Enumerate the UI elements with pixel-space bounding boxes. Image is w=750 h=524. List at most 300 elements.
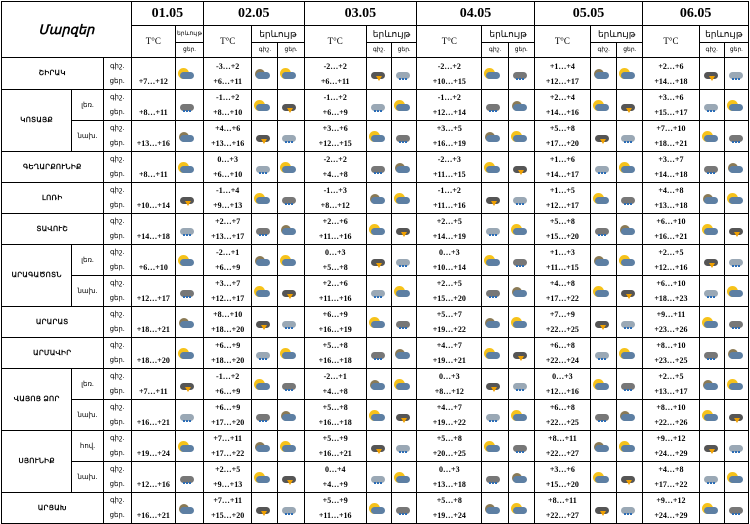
temperature-cell xyxy=(131,462,175,493)
night-temp: -3…+2 xyxy=(216,61,240,71)
phenomenon-cell xyxy=(392,307,417,338)
region-row xyxy=(2,58,749,90)
phenomenon-cell xyxy=(366,462,391,493)
region-row xyxy=(2,152,749,183)
temperature-cell xyxy=(534,400,590,431)
night-temp xyxy=(132,59,175,74)
phenomenon-cell xyxy=(175,121,203,152)
day-temp: +10…+14 xyxy=(136,201,170,210)
period-label xyxy=(103,431,131,462)
night-temp: +8…+10 xyxy=(656,403,686,412)
partly-cloudy-icon xyxy=(176,253,203,268)
temperature-cell xyxy=(417,90,482,121)
phenomenon-cell xyxy=(591,58,617,90)
day-temp: +14…+18 xyxy=(654,170,688,179)
temperature-cell xyxy=(131,183,175,214)
rain-icon xyxy=(278,377,303,392)
temperature-cell xyxy=(304,307,366,338)
region-row xyxy=(2,400,749,431)
temperature-cell xyxy=(417,245,482,276)
night-temp: +3…+7 xyxy=(215,279,241,288)
phen-col-header: երևույթ xyxy=(482,26,534,43)
date-header: 06.05 xyxy=(643,2,749,26)
temperature-cell xyxy=(131,400,175,431)
phenomenon-cell xyxy=(508,493,534,524)
night-cloudy-icon xyxy=(252,439,277,454)
night-temp: +9…+12 xyxy=(656,434,686,443)
day-temp: +6…+10 xyxy=(138,263,168,272)
partly-cloudy-icon xyxy=(725,470,748,485)
phenomenon-cell xyxy=(278,152,304,183)
phenomenon-cell xyxy=(366,307,391,338)
temperature-cell xyxy=(304,493,366,524)
day-temp: +15…+20 xyxy=(211,511,245,520)
temperature-cell xyxy=(304,462,366,493)
night-temp xyxy=(132,121,175,136)
temp-col-header: T°C xyxy=(131,26,175,58)
period-label xyxy=(103,338,131,369)
night-temp: +4…+8 xyxy=(549,279,575,288)
night-temp: +8…+11 xyxy=(548,434,577,443)
phenomenon-cell xyxy=(366,400,391,431)
phenomenon-cell xyxy=(252,369,278,400)
rain-icon xyxy=(591,222,616,237)
night-temp: +8…+10 xyxy=(213,310,243,319)
phenomenon-cell xyxy=(482,431,508,462)
rain-icon xyxy=(617,377,642,392)
night-cloudy-icon xyxy=(392,346,416,361)
phenomenon-cell xyxy=(724,121,748,152)
night-temp xyxy=(132,90,175,105)
phenomenon-cell xyxy=(278,183,304,214)
night-cloudy-icon xyxy=(482,129,507,144)
phenomenon-cell xyxy=(366,276,391,307)
phenomenon-cell xyxy=(278,121,304,152)
day-temp: +8…+11 xyxy=(138,170,168,179)
zone-label: նախ. xyxy=(72,276,103,307)
partly-cloudy-icon xyxy=(278,66,303,81)
temperature-cell xyxy=(204,121,252,152)
partly-cloudy-icon xyxy=(482,439,507,454)
phenomenon-cell xyxy=(508,183,534,214)
zone-label: նախ. xyxy=(72,121,103,152)
night-temp: +3…+5 xyxy=(436,124,462,133)
region-name: ԳԵՂԱՐՔՈՒՆԻՔ xyxy=(2,152,104,183)
phenomenon-cell xyxy=(278,58,304,90)
thunderstorm-icon xyxy=(482,377,507,392)
phenomenon-cell xyxy=(724,462,748,493)
phenomenon-cell xyxy=(366,338,391,369)
rain-icon xyxy=(725,501,748,516)
period-label xyxy=(103,183,131,214)
night-temp: +6…+9 xyxy=(322,310,348,319)
phenomenon-cell xyxy=(508,214,534,245)
phenomenon-cell xyxy=(508,431,534,462)
night-temp: -1…+2 xyxy=(437,186,461,195)
night-temp: 0…+3 xyxy=(217,155,238,164)
night-temp xyxy=(132,214,175,229)
phenomenon-cell xyxy=(482,462,508,493)
phenomenon-cell xyxy=(724,152,748,183)
night-temp: +1…+4 xyxy=(549,61,575,71)
day-temp: +8…+11 xyxy=(138,108,168,117)
partly-cloudy-icon xyxy=(725,191,748,206)
night-temp: +9…+12 xyxy=(656,496,686,505)
phenomenon-cell xyxy=(724,400,748,431)
day-temp: +22…+27 xyxy=(545,511,579,520)
day-temp: +13…+18 xyxy=(432,480,466,489)
night-temp: +8…+10 xyxy=(656,341,686,350)
day-temp: +17…+22 xyxy=(545,294,579,303)
phenomenon-cell xyxy=(252,307,278,338)
phenomenon-cell xyxy=(482,369,508,400)
partly-cloudy-icon xyxy=(509,315,534,330)
phenomenon-cell xyxy=(252,493,278,524)
temperature-cell xyxy=(417,369,482,400)
temperature-cell xyxy=(534,58,590,90)
phenomenon-cell xyxy=(724,307,748,338)
day-temp: +7…+12 xyxy=(138,76,168,86)
partly-cloudy-icon xyxy=(482,346,507,361)
temperature-cell xyxy=(204,245,252,276)
region-row xyxy=(2,462,749,493)
night-col-header: գիշ. xyxy=(366,43,391,58)
day-temp: +11…+15 xyxy=(546,263,579,272)
temperature-cell xyxy=(304,369,366,400)
night-label: գիշ. xyxy=(109,341,125,349)
day-temp: +17…+22 xyxy=(211,449,245,458)
phenomenon-cell xyxy=(252,152,278,183)
cloudy-icon xyxy=(617,129,642,144)
night-temp xyxy=(132,338,175,353)
phenomenon-cell xyxy=(278,214,304,245)
night-temp xyxy=(132,369,175,384)
temperature-cell xyxy=(417,338,482,369)
temperature-cell xyxy=(304,338,366,369)
phenomenon-cell xyxy=(175,493,203,524)
temperature-cell xyxy=(643,400,699,431)
day-label: ցեր. xyxy=(109,325,125,333)
day-temp: +24…+29 xyxy=(654,449,688,458)
phenomenon-cell xyxy=(482,400,508,431)
day-temp: +6…+9 xyxy=(322,108,348,117)
phenomenon-cell xyxy=(392,276,417,307)
day-temp: +12…+16 xyxy=(136,480,170,489)
region-name: ՎԱՅՈՑ ՁՈՐ xyxy=(2,369,72,431)
phenomenon-cell xyxy=(591,214,617,245)
night-temp: +5…+8 xyxy=(436,434,462,443)
night-temp: +2…+6 xyxy=(322,279,348,288)
thunderstorm-icon xyxy=(252,501,277,516)
day-temp: +19…+22 xyxy=(432,325,466,334)
temperature-cell xyxy=(643,58,699,90)
thunderstorm-icon xyxy=(252,129,277,144)
rain-icon xyxy=(482,470,507,485)
phenomenon-cell xyxy=(508,90,534,121)
day-temp: +20…+25 xyxy=(432,449,466,458)
day-temp: +24…+29 xyxy=(654,511,688,520)
temperature-cell xyxy=(534,245,590,276)
day-label: ցեր. xyxy=(109,480,125,488)
partly-cloudy-icon xyxy=(509,222,534,237)
temperature-cell xyxy=(534,462,590,493)
phenomenon-cell xyxy=(482,58,508,90)
phenomenon-cell xyxy=(591,431,617,462)
day-col-header: ցեր. xyxy=(175,43,203,58)
period-label xyxy=(103,58,131,90)
cloudy-icon xyxy=(367,98,391,113)
temperature-cell xyxy=(643,493,699,524)
phenomenon-cell xyxy=(617,369,643,400)
night-col-header: գիշ. xyxy=(482,43,508,58)
night-label: գիշ. xyxy=(109,279,125,287)
temp-col-header: T°C xyxy=(304,26,366,58)
phenomenon-cell xyxy=(482,276,508,307)
day-temp: +17…+20 xyxy=(211,418,245,427)
temperature-cell xyxy=(204,183,252,214)
region-row xyxy=(2,276,749,307)
night-temp: +5…+9 xyxy=(322,496,348,505)
temperature-cell xyxy=(534,493,590,524)
temperature-cell xyxy=(643,338,699,369)
day-label: ցեր. xyxy=(109,170,125,178)
phenomenon-cell xyxy=(392,400,417,431)
zone-label: նախ. xyxy=(72,400,103,431)
cloudy-icon xyxy=(278,129,303,144)
rain-icon xyxy=(700,346,724,361)
period-label xyxy=(103,307,131,338)
day-temp: +9…+13 xyxy=(213,201,243,210)
partly-cloudy-icon xyxy=(482,66,507,81)
night-temp: +4…+6 xyxy=(215,124,241,133)
region-row xyxy=(2,121,749,152)
thunderstorm-icon xyxy=(367,439,391,454)
period-label xyxy=(103,245,131,276)
day-temp: +16…+21 xyxy=(136,418,170,427)
region-row xyxy=(2,183,749,214)
zone-label: լեռ. xyxy=(72,90,103,121)
thunderstorm-icon xyxy=(617,98,642,113)
region-name: ԱՐՑԱԽ xyxy=(2,493,104,524)
phenomenon-cell xyxy=(724,183,748,214)
cloudy-icon xyxy=(617,501,642,516)
partly-cloudy-icon xyxy=(617,346,642,361)
thunderstorm-icon xyxy=(392,222,416,237)
day-label: ցեր. xyxy=(109,263,125,271)
temperature-cell xyxy=(534,121,590,152)
temperature-cell xyxy=(417,152,482,183)
phenomenon-cell xyxy=(591,462,617,493)
day-temp: +16…+18 xyxy=(318,356,352,365)
partly-cloudy-icon xyxy=(617,66,642,81)
day-col-header: ցեր. xyxy=(508,43,534,58)
cloudy-icon xyxy=(367,470,391,485)
phenomenon-cell xyxy=(617,183,643,214)
day-temp: +16…+19 xyxy=(318,325,352,334)
temperature-cell xyxy=(204,400,252,431)
phenomenon-cell xyxy=(175,369,203,400)
temperature-cell xyxy=(204,307,252,338)
phenomenon-cell xyxy=(617,307,643,338)
phenomenon-cell xyxy=(724,58,748,90)
night-cloudy-icon xyxy=(591,253,616,268)
day-temp: +16…+18 xyxy=(318,418,352,427)
phenomenon-cell xyxy=(252,338,278,369)
temperature-cell xyxy=(131,369,175,400)
phenomenon-cell xyxy=(591,183,617,214)
day-temp: +16…+21 xyxy=(136,511,170,520)
temperature-cell xyxy=(131,152,175,183)
day-temp: +16…+19 xyxy=(432,139,466,148)
temperature-cell xyxy=(304,58,366,90)
phenomenon-cell xyxy=(508,276,534,307)
phenomenon-cell xyxy=(392,245,417,276)
temperature-cell xyxy=(417,214,482,245)
phenomenon-cell xyxy=(175,400,203,431)
temperature-cell xyxy=(534,183,590,214)
period-label xyxy=(103,462,131,493)
partly-cloudy-icon xyxy=(252,470,277,485)
day-temp: +18…+20 xyxy=(136,356,170,365)
thunderstorm-icon xyxy=(482,191,507,206)
night-cloudy-icon xyxy=(252,253,277,268)
phenomenon-cell xyxy=(392,431,417,462)
temperature-cell xyxy=(643,307,699,338)
cloudy-icon xyxy=(482,222,507,237)
cloudy-icon xyxy=(252,160,277,175)
day-temp: +13…+16 xyxy=(211,139,245,148)
phenomenon-cell xyxy=(699,431,724,462)
partly-cloudy-icon xyxy=(617,439,642,454)
partly-cloudy-icon xyxy=(591,377,616,392)
thunderstorm-icon xyxy=(700,253,724,268)
phenomenon-cell xyxy=(392,369,417,400)
temperature-cell xyxy=(204,369,252,400)
day-label: ցեր. xyxy=(109,294,125,302)
phenomenon-cell xyxy=(366,58,391,90)
phenomenon-cell xyxy=(252,400,278,431)
phenomenon-cell xyxy=(482,90,508,121)
day-temp: +8…+12 xyxy=(434,387,464,396)
day-label: ցեր. xyxy=(109,511,125,519)
regions-header: Մարզեր xyxy=(2,2,132,58)
day-temp: +13…+17 xyxy=(211,232,245,241)
night-temp: 0…+3 xyxy=(439,372,460,381)
day-temp: +4…+9 xyxy=(322,480,348,489)
night-cloudy-icon xyxy=(591,439,616,454)
phenomenon-cell xyxy=(591,90,617,121)
night-temp: +2…+5 xyxy=(436,217,462,226)
night-cloudy-icon xyxy=(482,315,507,330)
partly-cloudy-icon xyxy=(278,346,303,361)
phenomenon-cell xyxy=(591,338,617,369)
temperature-cell xyxy=(417,121,482,152)
phenomenon-cell xyxy=(392,493,417,524)
rain-icon xyxy=(482,98,507,113)
partly-cloudy-icon xyxy=(509,129,534,144)
phen-col-header: երևույթ xyxy=(175,26,203,43)
night-temp xyxy=(132,276,175,291)
temperature-cell xyxy=(131,493,175,524)
night-temp xyxy=(132,152,175,167)
temperature-cell xyxy=(534,214,590,245)
night-temp: +6…+10 xyxy=(656,279,686,288)
partly-cloudy-icon xyxy=(252,377,277,392)
rain-icon xyxy=(700,160,724,175)
phenomenon-cell xyxy=(278,431,304,462)
night-temp xyxy=(132,183,175,198)
phenomenon-cell xyxy=(508,152,534,183)
night-temp xyxy=(132,431,175,446)
night-temp: -2…+1 xyxy=(323,372,347,381)
day-temp: +11…+16 xyxy=(318,511,352,520)
day-label: ցեր. xyxy=(109,201,125,209)
day-temp: +23…+26 xyxy=(654,325,688,334)
thunderstorm-icon xyxy=(367,66,391,81)
phenomenon-cell xyxy=(278,462,304,493)
night-temp: +2…+5 xyxy=(658,248,684,257)
rain-icon xyxy=(591,408,616,423)
phenomenon-cell xyxy=(366,245,391,276)
temperature-cell xyxy=(534,152,590,183)
temperature-cell xyxy=(417,431,482,462)
day-temp: +22…+24 xyxy=(545,356,579,365)
thunderstorm-icon xyxy=(617,470,642,485)
night-cloudy-icon xyxy=(278,222,303,237)
temperature-cell xyxy=(204,462,252,493)
period-label xyxy=(103,276,131,307)
day-temp: +18…+20 xyxy=(211,356,245,365)
zone-label: հով. xyxy=(72,431,103,462)
partly-cloudy-icon xyxy=(392,377,416,392)
night-temp: -1…+2 xyxy=(216,372,240,381)
night-cloudy-icon xyxy=(725,160,748,175)
thunderstorm-icon xyxy=(700,439,724,454)
day-temp: +9…+13 xyxy=(213,480,243,489)
period-label xyxy=(103,493,131,524)
rain-icon xyxy=(725,129,748,144)
thunderstorm-icon xyxy=(367,253,391,268)
night-temp: -1…+3 xyxy=(323,186,347,195)
region-row xyxy=(2,431,749,462)
partly-cloudy-icon xyxy=(176,346,203,361)
day-temp: +19…+22 xyxy=(432,418,466,427)
day-temp: +15…+20 xyxy=(545,232,579,241)
region-name: ԿՈՏԱՅՔ xyxy=(2,90,72,152)
day-label: ցեր. xyxy=(109,108,125,116)
phenomenon-cell xyxy=(278,307,304,338)
day-temp: +18…+21 xyxy=(136,325,170,334)
phenomenon-cell xyxy=(175,307,203,338)
partly-cloudy-icon xyxy=(700,129,724,144)
phenomenon-cell xyxy=(617,58,643,90)
day-temp: +13…+18 xyxy=(654,201,688,210)
cloudy-icon xyxy=(591,160,616,175)
phenomenon-cell xyxy=(724,245,748,276)
region-name: ԱՐԱԳԱԾՈՏՆ xyxy=(2,245,72,307)
night-label: գիշ. xyxy=(109,403,125,411)
night-temp: +2…+7 xyxy=(215,217,241,226)
partly-cloudy-icon xyxy=(392,470,416,485)
phenomenon-cell xyxy=(699,462,724,493)
partly-cloudy-icon xyxy=(509,501,534,516)
region-row xyxy=(2,307,749,338)
night-temp: +2…+5 xyxy=(215,465,241,474)
rain-icon xyxy=(617,191,642,206)
night-label: գիշ. xyxy=(109,124,125,132)
cloudy-icon xyxy=(176,408,203,423)
night-temp: +4…+7 xyxy=(436,341,462,350)
